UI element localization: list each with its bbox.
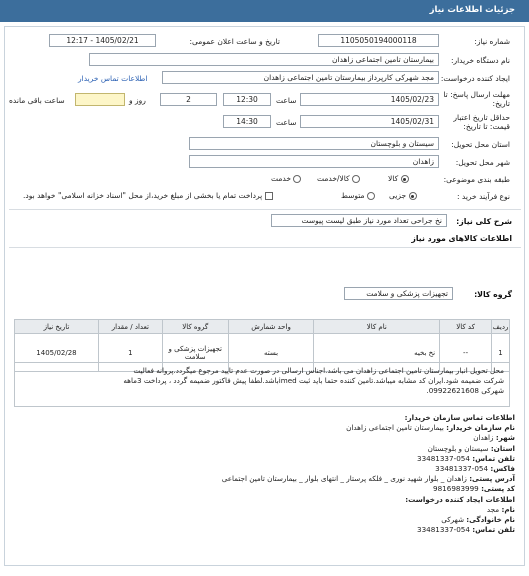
column-header: گروه کالا <box>162 320 228 334</box>
price-validity-time-label: ساعت <box>276 118 297 127</box>
radio-icon <box>352 175 360 183</box>
treasury-checkbox-row[interactable]: پرداخت تمام یا بخشی از مبلغ خرید،از محل "اسناد خزانه اسلامی" خواهد بود. <box>23 191 273 200</box>
buyer-contact-link[interactable]: اطلاعات تماس خریدار <box>78 74 148 83</box>
notes-line: شرکت ضمیمه شود.ایران کد مشابه میباشد.تامین کننده حتما باید ثبت imedباشد.لطفا پیش فاکتور ضمیمه گردد ، پرداخت 3ماهه <box>123 376 504 385</box>
column-header: واحد شمارش <box>228 320 314 334</box>
city-field: زاهدان <box>189 155 439 168</box>
cell-goods-group: تجهیزات پزشکی و سلامت <box>162 334 228 372</box>
divider <box>9 247 521 248</box>
remaining-hours-label: ساعت باقی مانده <box>9 96 65 105</box>
creator-label: ایجاد کننده درخواست: <box>440 74 510 83</box>
need-number-field: 1105050194000118 <box>318 34 439 47</box>
category-option-service[interactable]: خدمت <box>271 174 301 183</box>
announce-date-field: 1405/02/21 - 12:17 <box>49 34 156 47</box>
column-header: نام کالا <box>314 320 440 334</box>
contact-phone-row: تلفن تماس: 054-33481337 <box>417 453 515 463</box>
contact-org-row: نام سازمان خریدار: بیمارستان تامین اجتماعی زاهدان <box>346 423 515 433</box>
radio-selected-icon <box>401 175 409 183</box>
process-label: نوع فرآیند خرید : <box>456 192 510 201</box>
creator-info-title: اطلاعات ایجاد کننده درخواست: <box>405 494 515 504</box>
goods-section-title: اطلاعات کالاهای مورد نیاز <box>411 234 512 243</box>
price-validity-date-label: قیمت: تا تاریخ: <box>463 122 510 131</box>
price-validity-time-field: 14:30 <box>223 115 271 128</box>
province-field: سیستان و بلوچستان <box>189 137 439 150</box>
buyer-field: بیمارستان تامین اجتماعی زاهدان <box>89 53 439 66</box>
contact-address-row: آدرس پستی: زاهدان _ بلوار شهید نوری _ فلکه پرستار _ انتهای بلوار _ بیمارستان تامین اجتماعی <box>221 474 515 484</box>
remaining-days-field: 2 <box>160 93 217 106</box>
need-number-label: شماره نیاز: <box>474 37 510 46</box>
price-validity-label: حداقل تاریخ اعتبار <box>453 113 510 122</box>
creator-last-name-row: نام خانوادگی: شهرکی <box>441 515 515 525</box>
column-header: کد کالا <box>440 320 492 334</box>
announce-date-label: تاریخ و ساعت اعلان عمومی: <box>189 37 280 46</box>
buyer-notes <box>14 362 510 407</box>
reply-deadline-date-label: تاریخ: <box>492 99 510 108</box>
page-header <box>0 0 529 22</box>
column-header: ردیف <box>492 320 510 334</box>
city-label: شهر محل تحویل: <box>455 158 510 167</box>
creator-first-name-row: نام: مجد <box>486 504 515 514</box>
contact-city-row: شهر: زاهدان <box>473 433 515 443</box>
process-option-minor[interactable]: جزیی <box>389 191 417 200</box>
page-title: جزئیات اطلاعات نیاز <box>429 5 515 15</box>
reply-deadline-date-field: 1405/02/23 <box>300 93 439 106</box>
cell-item-name: نخ بخیه <box>314 334 440 372</box>
radio-icon <box>293 175 301 183</box>
cell-unit: بسته <box>228 334 314 372</box>
notes-line: محل تحویل انبار بیمارستان تامین اجتماعی زاهدان می باشد.اجناس ارسالی در صورت عدم تایید مرجوع میگردد.پروانه فعالیت <box>133 366 504 375</box>
creator-field: مجد شهرکی کارپرداز بیمارستان تامین اجتماعی زاهدان <box>162 71 439 84</box>
cell-need-date: 1405/02/28 <box>15 334 99 372</box>
reply-deadline-time-field: 12:30 <box>223 93 271 106</box>
category-option-goods-service[interactable]: کالا/خدمت <box>317 174 360 183</box>
province-label: استان محل تحویل: <box>451 140 510 149</box>
remaining-days-label: روز و <box>129 96 146 105</box>
cell-row-number: 1 <box>492 334 510 372</box>
goods-group-field: تجهیزات پزشکی و سلامت <box>344 287 453 300</box>
table-header-row <box>15 320 510 334</box>
contact-postal-row: کد پستی: 9816983999 <box>433 484 515 494</box>
notes-line: شهرکی 09922621608. <box>426 386 504 395</box>
category-option-goods[interactable]: کالا <box>388 174 409 183</box>
process-option-medium[interactable]: متوسط <box>341 191 375 200</box>
radio-selected-icon <box>409 192 417 200</box>
price-validity-date-field: 1405/02/31 <box>300 115 439 128</box>
radio-icon <box>367 192 375 200</box>
reply-deadline-time-label: ساعت <box>276 96 297 105</box>
column-header: تعداد / مقدار <box>98 320 162 334</box>
contact-fax-row: فاکس: 054-33481337 <box>435 464 515 474</box>
cell-item-code: -- <box>440 334 492 372</box>
cell-quantity: 1 <box>98 334 162 372</box>
goods-group-label: گروه کالا: <box>474 290 512 299</box>
reply-deadline-label: مهلت ارسال پاسخ: تا <box>443 90 510 99</box>
contact-province-row: استان: سیستان و بلوچستان <box>427 443 515 453</box>
contact-info <box>25 413 515 535</box>
creator-phone-row: تلفن تماس: 054-33481337 <box>417 525 515 535</box>
column-header: تاریخ نیاز <box>15 320 99 334</box>
contact-title: اطلاعات تماس سازمان خریدار: <box>404 413 515 422</box>
remaining-hours-field <box>75 93 125 106</box>
summary-field: نخ جراحی تعداد مورد نیاز طبق لیست پیوست <box>271 214 447 227</box>
category-label: طبقه بندی موضوعی: <box>443 175 510 184</box>
summary-label: شرح کلی نیاز: <box>456 217 512 226</box>
buyer-label: نام دستگاه خریدار: <box>450 56 510 65</box>
divider <box>9 209 521 210</box>
treasury-checkbox[interactable] <box>265 192 273 200</box>
